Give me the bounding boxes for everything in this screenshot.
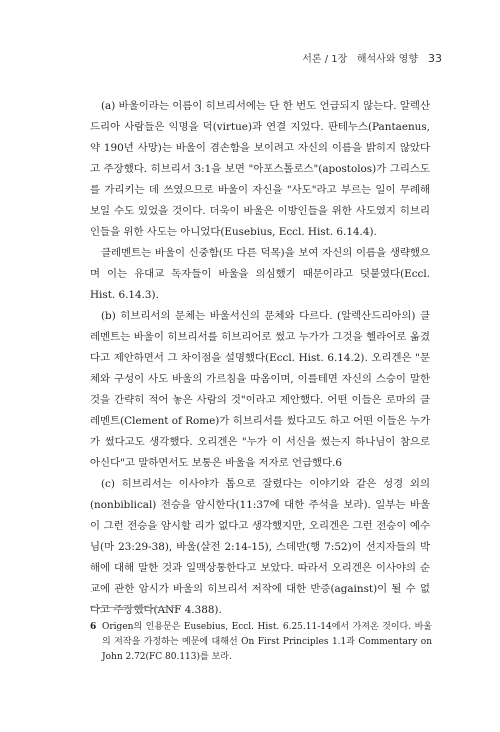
running-header bbox=[302, 50, 442, 65]
running-head-title: 서론 / 1장 해석사와 영향 bbox=[302, 54, 418, 65]
paragraph-c: (c) 히브리서는 이사야가 톱으로 잘렸다는 이야기와 같은 성경 외의(nonbiblical) 전승을 암시한다(11:37에 대한 주석을 보라). 일부는 바울이 그런 전승을 암시할 리가 없다고 생각했지만, 오리겐은 그런 전승이 예수님(마 23:29-38), 바울(살전 2:14-15), 스데반(행 7:52)이 선지자들의 박해에 대해 말한 것과 일맥상통한다고 보았다. 따라서 오리겐은 이사야의 순교에 관한 암시가 바울의 히브리서 저작에 대한 반증(against)이 될 수 없다고 주장했다(ANF 4.388). bbox=[90, 478, 430, 616]
footnote bbox=[90, 620, 432, 665]
body-text bbox=[90, 96, 430, 621]
footnote-divider bbox=[90, 607, 178, 608]
footnote-text: Origen의 인용문은 Eusebius, Eccl. Hist. 6.25.11-14에서 가져온 것이다. 바울의 저작을 가정하는 예문에 대해선 On First Principles 1.1과 Commentary on John 2.72(FC 80.113)를 보라. bbox=[102, 622, 432, 662]
paragraph-b: (b) 히브리서의 문체는 바울서신의 문체와 다르다. (알렉산드리아의) 클레멘트는 바울이 히브리서를 히브리어로 썼고 누가가 그것을 헬라어로 옮겼다고 제안하면서 그 차이점을 설명했다(Eccl. Hist. 6.14.2). 오리겐은 "문체와 구성이 사도 바울의 가르침을 따옴이며, 이를테면 자신의 스승이 말한 것을 간략히 적어 놓은 사람의 것"이라고 제안했다. 어떤 이들은 로마의 클레멘트(Clement of Rome)가 히브리서를 썼다고도 하고 어떤 이들은 누가가 썼다고도 생각했다. 오리겐은 "누가 이 서신을 썼는지 하나님이 참으로 아신다"고 말하면서도 보통은 바울을 저자로 언급했다.6 bbox=[90, 310, 430, 469]
page-number: 33 bbox=[428, 52, 442, 65]
footnote-number: 6 bbox=[90, 622, 97, 632]
paragraph-clement: 클레멘트는 바울이 신중함(또 다른 덕목)을 보여 자신의 이름을 생략했으며 이는 유대교 독자들이 바울을 의심했기 때문이라고 덧붙였다(Eccl. Hist. 6.14.3). bbox=[90, 247, 430, 301]
paragraph-a: (a) 바울이라는 이름이 히브리서에는 단 한 번도 언급되지 않는다. 알렉산드리아 사람들은 익명을 덕(virtue)과 연결 지었다. 판테누스(Pantaenus, 약 190년 사망)는 바울이 겸손함을 보이려고 자신의 이름을 밝히지 않았다고 주장했다. 히브리서 3:1을 보면 "아포스톨로스"(apostolos)가 그리스도를 가리키는 데 쓰였으므로 바울이 자신을 "사도"라고 부르는 일이 무례해 보일 수도 있었을 것이다. 더욱이 바울은 이방인들을 위한 사도였지 히브리인들을 위한 사도는 아니었다(Eusebius, Eccl. Hist. 6.14.4). bbox=[90, 100, 430, 238]
